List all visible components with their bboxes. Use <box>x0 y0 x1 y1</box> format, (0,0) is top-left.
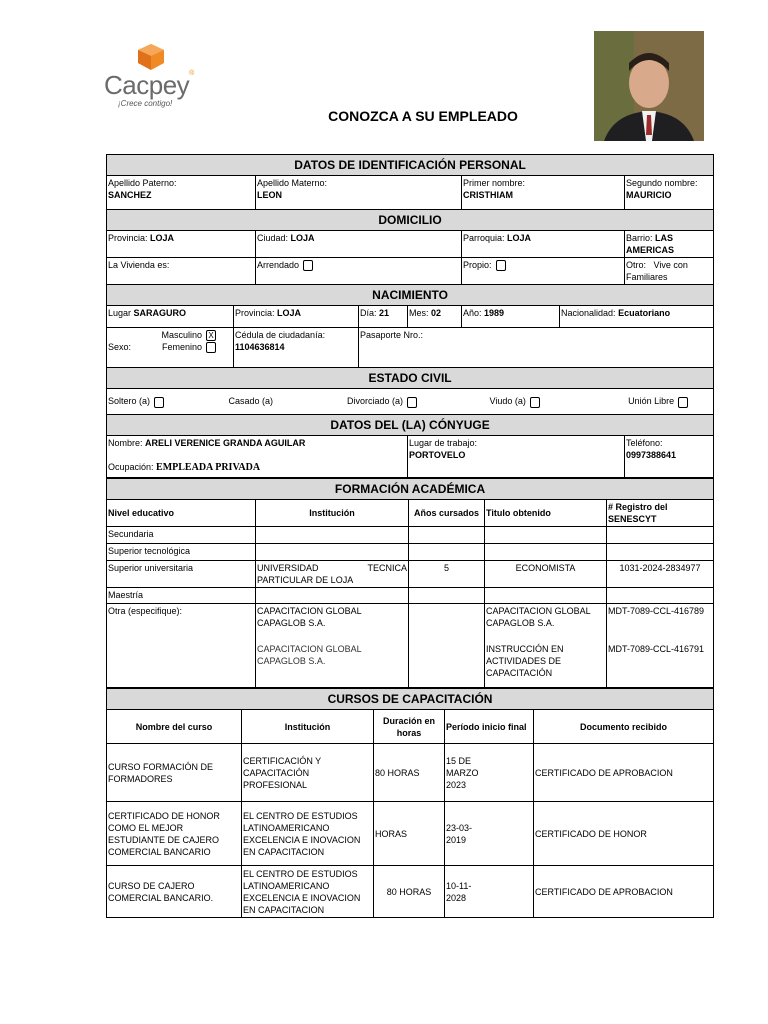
section-nacimiento-header: NACIMIENTO <box>107 285 714 306</box>
table-row <box>107 604 714 688</box>
otra-instituciones: CAPACITACION GLOBAL CAPAGLOB S.A. CAPACITACION GLOBAL CAPAGLOB S.A. <box>256 604 409 688</box>
page-title: CONOZCA A SU EMPLEADO <box>328 108 518 124</box>
propio-checkbox[interactable] <box>496 260 506 271</box>
curso-nombre: CURSO DE CAJERO COMERCIAL BANCARIO. <box>107 866 242 918</box>
conyuge-telefono-cell: Teléfono: 0997388641 <box>625 436 714 478</box>
curso-periodo: 15 DE MARZO 2023 <box>445 744 534 802</box>
employee-form <box>106 154 713 918</box>
domicilio-barrio: Barrio: LAS AMERICAS <box>625 231 714 258</box>
curso-periodo: 10-11-2028 <box>445 866 534 918</box>
curso-documento: CERTIFICADO DE APROBACION <box>534 744 714 802</box>
logo-slogan: ¡Crece contigo! <box>118 99 173 108</box>
curso-documento: CERTIFICADO DE HONOR <box>534 802 714 866</box>
nacimiento-lugar: Lugar SARAGURO <box>107 306 234 328</box>
domicilio-ciudad: Ciudad: LOJA <box>256 231 462 258</box>
arrendado-checkbox[interactable] <box>303 260 313 271</box>
formacion-header-titulo: Titulo obtenido <box>485 500 607 527</box>
logo-brand: Cacpey® <box>104 70 194 100</box>
domicilio-parroquia: Parroquia: LOJA <box>462 231 625 258</box>
section-conyuge-header: DATOS DEL (LA) CÓNYUGE <box>107 415 714 436</box>
viudo-option[interactable]: Viudo (a) <box>490 395 626 407</box>
casado-option[interactable]: Casado (a) <box>228 396 274 407</box>
nivel-superior-tecnologica: Superior tecnológica <box>107 544 256 561</box>
curso-periodo: 23-03-2019 <box>445 802 534 866</box>
cedula-cell: Cédula de ciudadanía: 1104636814 <box>234 328 359 368</box>
conyuge-nombre-cell: Nombre: ARELI VERENICE GRANDA AGUILAR Ocupación: EMPLEADA PRIVADA <box>107 436 408 478</box>
employee-photo <box>594 31 704 141</box>
table-row <box>107 866 714 918</box>
segundo-nombre-cell: Segundo nombre: MAURICIO <box>625 176 714 210</box>
company-logo <box>104 42 214 112</box>
propio-option[interactable]: Propio: <box>462 258 625 285</box>
univ-anios: 5 <box>409 561 485 588</box>
curso-duracion: 80 HORAS <box>374 744 445 802</box>
divorciado-checkbox[interactable] <box>407 397 417 408</box>
union-libre-option[interactable]: Unión Libre <box>628 396 688 406</box>
section-formacion-header: FORMACIÓN ACADÉMICA <box>107 479 714 500</box>
nivel-otra: Otra (especifique): <box>107 604 256 688</box>
curso-duracion: HORAS <box>374 802 445 866</box>
section-personal-header: DATOS DE IDENTIFICACIÓN PERSONAL <box>107 155 714 176</box>
apellido-materno-cell: Apellido Materno: LEON <box>256 176 462 210</box>
cursos-header-documento: Documento recibido <box>534 710 714 744</box>
otra-registros: MDT-7089-CCL-416789 MDT-7089-CCL-416791 <box>607 604 714 688</box>
cursos-header-duracion: Duración en horas <box>374 710 445 744</box>
curso-institucion: EL CENTRO DE ESTUDIOS LATINOAMERICANO EXCELENCIA E INOVACION EN CAPACITACION <box>242 802 374 866</box>
section-cursos-header: CURSOS DE CAPACITACIÓN <box>107 689 714 710</box>
section-estado-civil-header: ESTADO CIVIL <box>107 368 714 389</box>
univ-registro: 1031-2024-2834977 <box>607 561 714 588</box>
apellido-paterno-cell: Apellido Paterno: SANCHEZ <box>107 176 256 210</box>
nacimiento-anio: Año: 1989 <box>462 306 560 328</box>
otro-option: Otro: Vive con Familiares <box>625 258 714 285</box>
cursos-header-nombre: Nombre del curso <box>107 710 242 744</box>
otra-titulos: CAPACITACION GLOBAL CAPAGLOB S.A. INSTRUCCIÓN EN ACTIVIDADES DE CAPACITACIÓN <box>485 604 607 688</box>
formacion-header-anios: Años cursados <box>409 500 485 527</box>
univ-titulo: ECONOMISTA <box>485 561 607 588</box>
union-libre-checkbox[interactable] <box>678 397 688 408</box>
logo-mark-icon <box>134 42 168 72</box>
soltero-checkbox[interactable] <box>154 397 164 408</box>
pasaporte-cell: Pasaporte Nro.: <box>359 328 714 368</box>
table-row <box>107 561 714 588</box>
conyuge-lugar-cell: Lugar de trabajo: PORTOVELO <box>408 436 625 478</box>
nivel-superior-universitaria: Superior universitaria <box>107 561 256 588</box>
table-row <box>107 744 714 802</box>
cursos-header-periodo: Período inicio final <box>445 710 534 744</box>
curso-nombre: CERTIFICADO DE HONOR COMO EL MEJOR ESTUDIANTE DE CAJERO COMERCIAL BANCARIO <box>107 802 242 866</box>
femenino-checkbox[interactable] <box>206 342 216 353</box>
curso-duracion: 80 HORAS <box>374 866 445 918</box>
nacimiento-provincia: Provincia: LOJA <box>234 306 359 328</box>
table-row <box>107 544 714 561</box>
viudo-checkbox[interactable] <box>530 397 540 408</box>
section-domicilio-header: DOMICILIO <box>107 210 714 231</box>
table-row <box>107 802 714 866</box>
formacion-header-institucion: Institución <box>256 500 409 527</box>
nacimiento-nacionalidad: Nacionalidad: Ecuatoriano <box>560 306 714 328</box>
table-row <box>107 527 714 544</box>
curso-documento: CERTIFICADO DE APROBACION <box>534 866 714 918</box>
primer-nombre-cell: Primer nombre: CRISTHIAM <box>462 176 625 210</box>
domicilio-provincia: Provincia: LOJA <box>107 231 256 258</box>
vivienda-label: La Vivienda es: <box>107 258 256 285</box>
nivel-secundaria: Secundaria <box>107 527 256 544</box>
sexo-cell: Sexo: Masculino X Femenino <box>107 328 234 368</box>
soltero-option[interactable]: Soltero (a) <box>108 395 226 407</box>
estado-civil-options <box>107 389 714 415</box>
univ-institucion: UNIVERSIDAD TECNICA PARTICULAR DE LOJA <box>256 561 409 588</box>
nacimiento-dia: Día: 21 <box>359 306 408 328</box>
formacion-header-registro: # Registro del SENESCYT <box>607 500 714 527</box>
curso-institucion: CERTIFICACIÓN Y CAPACITACIÓN PROFESIONAL <box>242 744 374 802</box>
cursos-header-institucion: Institución <box>242 710 374 744</box>
curso-institucion: EL CENTRO DE ESTUDIOS LATINOAMERICANO EXCELENCIA E INOVACION EN CAPACITACION <box>242 866 374 918</box>
formacion-header-nivel: Nivel educativo <box>107 500 256 527</box>
nivel-maestria: Maestría <box>107 588 256 604</box>
curso-nombre: CURSO FORMACIÓN DE FORMADORES <box>107 744 242 802</box>
arrendado-option[interactable]: Arrendado <box>256 258 462 285</box>
divorciado-option[interactable]: Divorciado (a) <box>347 395 487 407</box>
table-row <box>107 588 714 604</box>
nacimiento-mes: Mes: 02 <box>408 306 462 328</box>
masculino-checkbox[interactable]: X <box>206 330 216 341</box>
